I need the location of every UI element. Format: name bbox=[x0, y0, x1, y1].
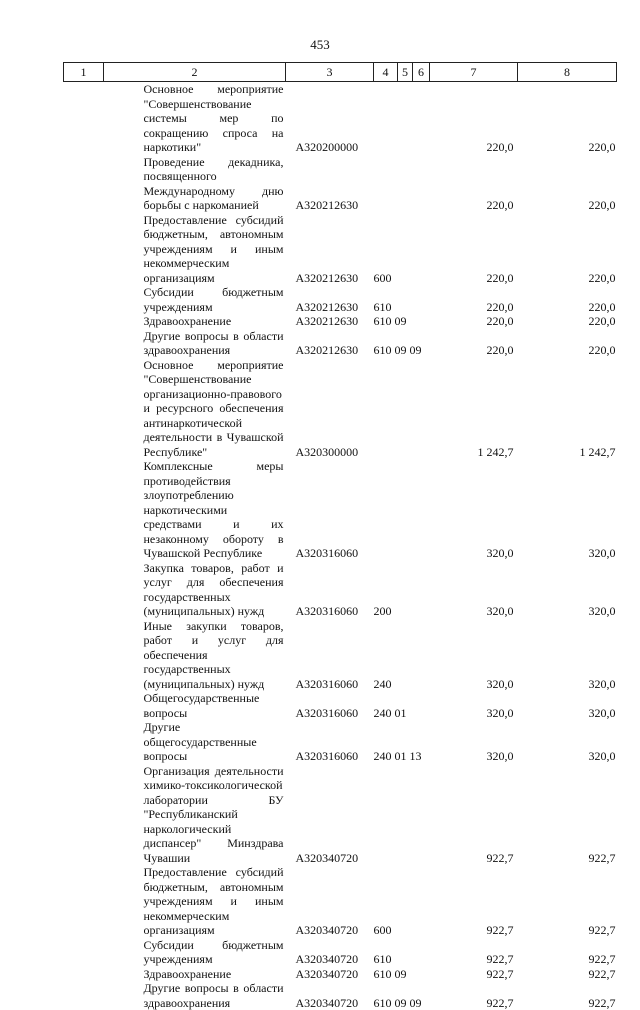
cell-empty bbox=[64, 720, 104, 764]
row-name: Здравоохранение bbox=[104, 314, 286, 329]
row-value-7: 922,7 bbox=[430, 865, 518, 938]
page-number: 453 bbox=[0, 38, 640, 53]
row-classifier-codes: 600 bbox=[374, 213, 430, 286]
row-name: Другие общегосударственные вопросы bbox=[104, 720, 286, 764]
cell-empty bbox=[64, 938, 104, 967]
table-row bbox=[64, 865, 617, 938]
row-value-7: 320,0 bbox=[430, 561, 518, 619]
table-row bbox=[64, 691, 617, 720]
table-row bbox=[64, 561, 617, 619]
row-value-7: 220,0 bbox=[430, 213, 518, 286]
row-classifier-codes bbox=[374, 82, 430, 155]
table-row bbox=[64, 329, 617, 358]
row-value-8: 320,0 bbox=[518, 619, 617, 692]
table-body bbox=[64, 82, 617, 1010]
row-classifier-codes bbox=[374, 764, 430, 866]
row-name: Общегосударственные вопросы bbox=[104, 691, 286, 720]
table-row bbox=[64, 981, 617, 1010]
row-code: А320340720 bbox=[286, 865, 374, 938]
row-value-8: 1 242,7 bbox=[518, 358, 617, 460]
row-code: А320316060 bbox=[286, 720, 374, 764]
row-classifier-codes: 610 bbox=[374, 285, 430, 314]
table-row bbox=[64, 285, 617, 314]
row-value-8: 220,0 bbox=[518, 329, 617, 358]
column-header: 7 bbox=[430, 63, 518, 82]
row-code: А320300000 bbox=[286, 358, 374, 460]
cell-empty bbox=[64, 865, 104, 938]
cell-empty bbox=[64, 561, 104, 619]
table-row bbox=[64, 314, 617, 329]
row-name: Закупка товаров, работ и услуг для обеспечения государственных (муниципальных) нужд bbox=[104, 561, 286, 619]
row-value-7: 922,7 bbox=[430, 981, 518, 1010]
row-value-8: 922,7 bbox=[518, 764, 617, 866]
cell-empty bbox=[64, 155, 104, 213]
column-header: 2 bbox=[104, 63, 286, 82]
cell-empty bbox=[64, 329, 104, 358]
row-value-7: 320,0 bbox=[430, 619, 518, 692]
row-name: Иные закупки товаров, работ и услуг для обеспечения государственных (муниципальных) нужд bbox=[104, 619, 286, 692]
row-value-8: 320,0 bbox=[518, 691, 617, 720]
row-code: А320212630 bbox=[286, 213, 374, 286]
row-name: Комплексные меры противодействия злоупотреблению наркотическими средствами и их незаконному обороту в Чувашской Республике bbox=[104, 459, 286, 561]
row-value-8: 220,0 bbox=[518, 213, 617, 286]
column-header: 4 bbox=[374, 63, 398, 82]
row-value-8: 320,0 bbox=[518, 459, 617, 561]
row-code: А320340720 bbox=[286, 967, 374, 982]
row-classifier-codes: 610 09 bbox=[374, 314, 430, 329]
table-row bbox=[64, 720, 617, 764]
row-value-8: 220,0 bbox=[518, 314, 617, 329]
row-classifier-codes: 600 bbox=[374, 865, 430, 938]
cell-empty bbox=[64, 314, 104, 329]
table-header-row bbox=[64, 63, 617, 82]
row-value-7: 320,0 bbox=[430, 720, 518, 764]
row-value-8: 922,7 bbox=[518, 981, 617, 1010]
row-value-7: 1 242,7 bbox=[430, 358, 518, 460]
row-name: Основное мероприятие "Совершенствование организационно-правового и ресурсного обеспечения антинаркотической деятельности в Чувашской Республике" bbox=[104, 358, 286, 460]
row-value-8: 220,0 bbox=[518, 285, 617, 314]
table-row bbox=[64, 938, 617, 967]
row-name: Другие вопросы в области здравоохранения bbox=[104, 329, 286, 358]
row-code: А320340720 bbox=[286, 764, 374, 866]
row-classifier-codes: 610 09 bbox=[374, 967, 430, 982]
row-code: А320316060 bbox=[286, 459, 374, 561]
row-name: Здравоохранение bbox=[104, 967, 286, 982]
row-code: А320316060 bbox=[286, 619, 374, 692]
table-row bbox=[64, 155, 617, 213]
row-value-7: 320,0 bbox=[430, 691, 518, 720]
row-code: А320200000 bbox=[286, 82, 374, 155]
row-classifier-codes: 610 09 09 bbox=[374, 329, 430, 358]
row-name: Другие вопросы в области здравоохранения bbox=[104, 981, 286, 1010]
column-header: 3 bbox=[286, 63, 374, 82]
row-value-7: 220,0 bbox=[430, 82, 518, 155]
row-value-7: 922,7 bbox=[430, 764, 518, 866]
cell-empty bbox=[64, 459, 104, 561]
row-value-8: 320,0 bbox=[518, 720, 617, 764]
cell-empty bbox=[64, 619, 104, 692]
cell-empty bbox=[64, 358, 104, 460]
row-value-8: 220,0 bbox=[518, 82, 617, 155]
row-name: Субсидии бюджетным учреждениям bbox=[104, 285, 286, 314]
row-code: А320316060 bbox=[286, 561, 374, 619]
row-name: Проведение декадника, посвященного Международному дню борьбы с наркоманией bbox=[104, 155, 286, 213]
row-name: Основное мероприятие "Совершенствование системы мер по сокращению спроса на наркотики" bbox=[104, 82, 286, 155]
row-classifier-codes bbox=[374, 358, 430, 460]
row-code: А320316060 bbox=[286, 691, 374, 720]
cell-empty bbox=[64, 764, 104, 866]
row-value-7: 922,7 bbox=[430, 967, 518, 982]
budget-table bbox=[63, 62, 617, 1010]
row-value-8: 320,0 bbox=[518, 561, 617, 619]
row-value-8: 922,7 bbox=[518, 865, 617, 938]
row-name: Организация деятельности химико-токсикологической лаборатории БУ "Республиканский наркологический диспансер" Минздрава Чувашии bbox=[104, 764, 286, 866]
row-value-8: 922,7 bbox=[518, 967, 617, 982]
cell-empty bbox=[64, 691, 104, 720]
row-value-7: 220,0 bbox=[430, 155, 518, 213]
row-classifier-codes bbox=[374, 459, 430, 561]
cell-empty bbox=[64, 981, 104, 1010]
row-classifier-codes: 200 bbox=[374, 561, 430, 619]
row-value-7: 220,0 bbox=[430, 314, 518, 329]
table-row bbox=[64, 213, 617, 286]
row-classifier-codes: 240 01 13 bbox=[374, 720, 430, 764]
table-row bbox=[64, 82, 617, 155]
table-row bbox=[64, 764, 617, 866]
row-code: А320212630 bbox=[286, 314, 374, 329]
column-header: 5 bbox=[398, 63, 413, 82]
row-classifier-codes: 240 01 bbox=[374, 691, 430, 720]
cell-empty bbox=[64, 213, 104, 286]
row-value-7: 922,7 bbox=[430, 938, 518, 967]
table-row bbox=[64, 619, 617, 692]
table-row bbox=[64, 459, 617, 561]
row-code: А320340720 bbox=[286, 938, 374, 967]
row-code: А320340720 bbox=[286, 981, 374, 1010]
cell-empty bbox=[64, 82, 104, 155]
table-row bbox=[64, 358, 617, 460]
column-header: 6 bbox=[413, 63, 430, 82]
table-row bbox=[64, 967, 617, 982]
row-value-7: 220,0 bbox=[430, 285, 518, 314]
row-value-7: 220,0 bbox=[430, 329, 518, 358]
row-classifier-codes: 610 bbox=[374, 938, 430, 967]
cell-empty bbox=[64, 967, 104, 982]
row-code: А320212630 bbox=[286, 155, 374, 213]
row-code: А320212630 bbox=[286, 329, 374, 358]
row-classifier-codes: 610 09 09 bbox=[374, 981, 430, 1010]
row-classifier-codes bbox=[374, 155, 430, 213]
row-value-8: 922,7 bbox=[518, 938, 617, 967]
column-header: 1 bbox=[64, 63, 104, 82]
row-classifier-codes: 240 bbox=[374, 619, 430, 692]
row-value-8: 220,0 bbox=[518, 155, 617, 213]
row-name: Предоставление субсидий бюджетным, автономным учреждениям и иным некоммерческим организациям bbox=[104, 865, 286, 938]
row-value-7: 320,0 bbox=[430, 459, 518, 561]
column-header: 8 bbox=[518, 63, 617, 82]
row-code: А320212630 bbox=[286, 285, 374, 314]
cell-empty bbox=[64, 285, 104, 314]
row-name: Субсидии бюджетным учреждениям bbox=[104, 938, 286, 967]
row-name: Предоставление субсидий бюджетным, автономным учреждениям и иным некоммерческим организациям bbox=[104, 213, 286, 286]
